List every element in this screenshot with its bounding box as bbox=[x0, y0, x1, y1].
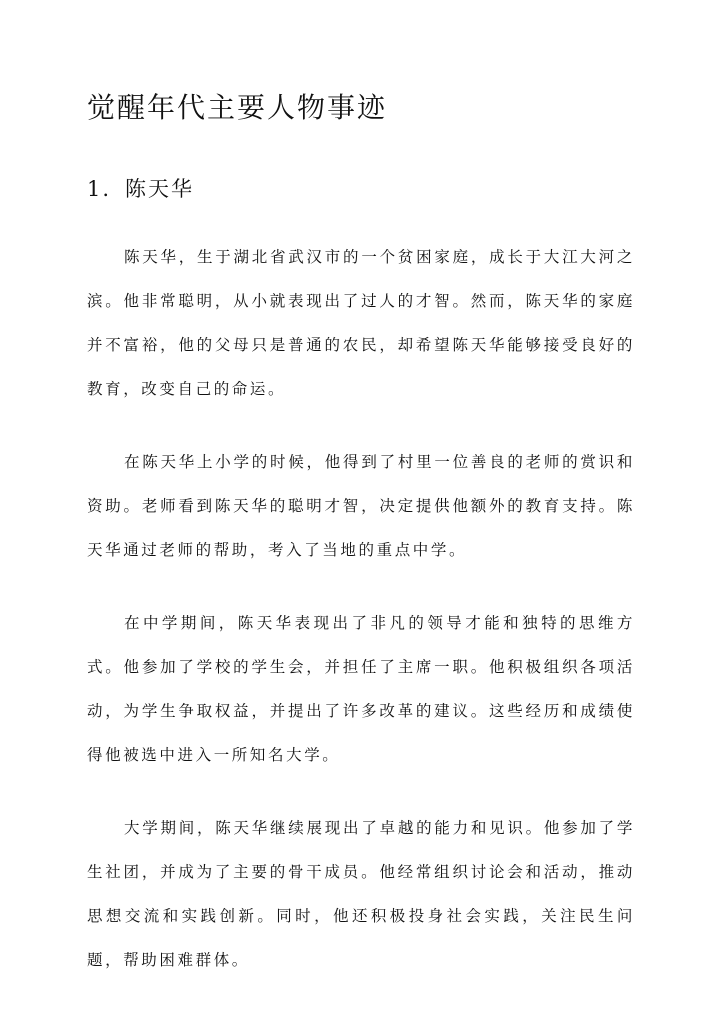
section-name: 陈天华 bbox=[125, 177, 195, 201]
paragraph-2: 在陈天华上小学的时候，他得到了村里一位善良的老师的赏识和资助。老师看到陈天华的聪明才智，决定提供他额外的教育支持。陈天华通过老师的帮助，考入了当地的重点中学。 bbox=[87, 453, 635, 559]
paragraph-3: 在中学期间，陈天华表现出了非凡的领导才能和独特的思维方式。他参加了学校的学生会，并担任了主席一职。他积极组织各项活动，为学生争取权益，并提出了许多改革的建议。这些经历和成绩使得他被选中进入一所知名大学。 bbox=[87, 614, 635, 764]
paragraph-1: 陈天华，生于湖北省武汉市的一个贫困家庭，成长于大江大河之滨。他非常聪明，从小就表现出了过人的才智。然而，陈天华的家庭并不富裕，他的父母只是普通的农民，却希望陈天华能够接受良好的教育，改变自己的命运。 bbox=[87, 248, 635, 398]
paragraph-4: 大学期间，陈天华继续展现出了卓越的能力和见识。他参加了学生社团，并成为了主要的骨干成员。他经常组织讨论会和活动，推动思想交流和实践创新。同时，他还积极投身社会实践，关注民生问题，帮助困难群体。 bbox=[87, 819, 635, 969]
section-heading bbox=[87, 172, 194, 206]
document-title: 觉醒年代主要人物事迹 bbox=[87, 91, 388, 124]
section-body bbox=[87, 235, 635, 1011]
section-number: 1. bbox=[87, 177, 112, 201]
